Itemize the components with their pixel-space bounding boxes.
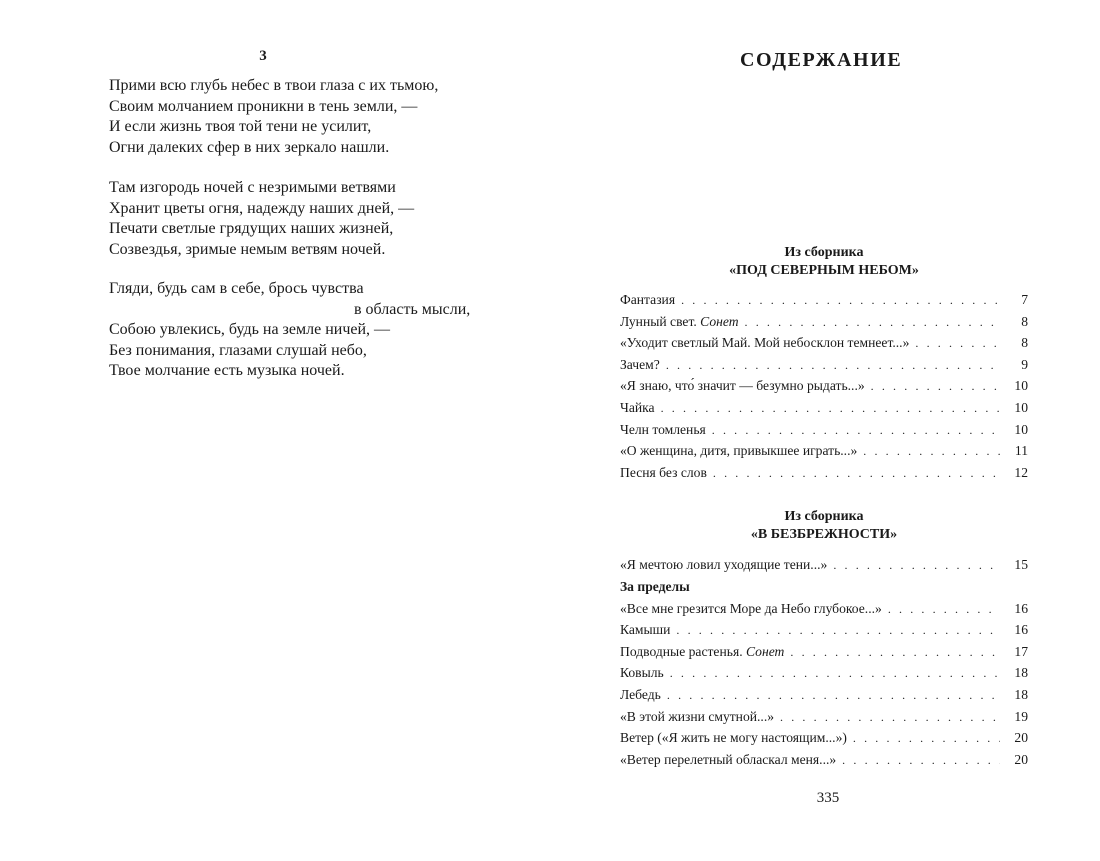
toc-entry-title: Лунный свет. Сонет — [620, 313, 739, 329]
toc-entry[interactable] — [620, 397, 1028, 419]
toc-entry-title: Ковыль — [620, 665, 664, 681]
toc-entry-page: 12 — [1014, 464, 1028, 480]
toc-entry-title: Лебедь — [620, 686, 661, 702]
dot-leader — [888, 599, 1000, 621]
toc-entry-page: 9 — [1021, 356, 1028, 372]
poem-line: Гляди, будь сам в себе, брось чувства — [109, 280, 364, 297]
toc-entry-page: 8 — [1021, 335, 1028, 351]
toc-entry[interactable] — [620, 598, 1028, 620]
toc-entry-page: 15 — [1014, 557, 1028, 572]
dot-leader — [676, 620, 1000, 642]
dot-leader — [713, 463, 1000, 485]
dot-leader — [871, 376, 1000, 398]
toc-entry[interactable] — [620, 332, 1028, 354]
collection-heading-2 — [620, 508, 1028, 544]
poem-line: Созвездья, зримые немым ветвям ночей. — [109, 240, 386, 258]
toc-entry-page: 16 — [1014, 622, 1028, 638]
toc-entry-title: «Ветер перелетный обласкал меня...» — [620, 751, 837, 767]
toc-list-2 — [620, 554, 1028, 770]
poem-line: Прими всю глубь небес в твои глаза с их тьмою, — [109, 77, 439, 94]
toc-entry-title: Камыши — [620, 622, 671, 638]
dot-leader — [745, 312, 1000, 334]
toc-entry[interactable] — [620, 289, 1028, 311]
dot-leader — [661, 398, 1000, 420]
dot-leader — [666, 355, 1000, 377]
dot-leader — [863, 441, 1000, 463]
toc-entry-page: 18 — [1014, 665, 1028, 681]
toc-entry[interactable] — [620, 440, 1028, 462]
toc-entry[interactable] — [620, 554, 1028, 576]
toc-entry-note: Сонет — [700, 313, 739, 329]
toc-entry[interactable] — [620, 727, 1028, 749]
dot-leader — [712, 420, 1000, 442]
stanza-1 — [109, 76, 529, 158]
dot-leader — [670, 663, 1000, 685]
toc-entry-page: 10 — [1014, 399, 1028, 415]
stanza-3 — [109, 279, 529, 382]
toc-entry-page: 7 — [1021, 292, 1028, 307]
poem-line: Собою увлекись, будь на земле ничей, — — [109, 321, 391, 338]
poem-line: Хранит цветы огня, надежду наших дней, — — [109, 199, 415, 217]
toc-entry-title: «О женщина, дитя, привыкшее играть...» — [620, 443, 858, 459]
toc-title: СОДЕРЖАНИЕ — [740, 49, 903, 71]
collection-heading-caption: Из сборника — [784, 509, 864, 524]
page-number: 335 — [816, 790, 840, 806]
poem-line: Огни далеких сфер в них зеркало нашли. — [109, 138, 390, 156]
poem-number: 3 — [259, 48, 267, 64]
toc-entry[interactable] — [620, 749, 1028, 771]
toc-entry-page: 10 — [1014, 378, 1028, 394]
toc-entry-page: 11 — [1014, 443, 1028, 459]
poem-line: Печати светлые грядущих наших жизней, — [109, 220, 394, 237]
toc-entry[interactable] — [620, 619, 1028, 641]
toc-entry[interactable] — [620, 375, 1028, 397]
toc-entry-note: Сонет — [746, 643, 785, 659]
dot-leader — [681, 290, 1000, 312]
toc-entry-title: «Я знаю, что́ значит — безумно рыдать...» — [620, 378, 865, 394]
toc-entry-title: Чайка — [620, 399, 655, 415]
poem-line-indented: в область мысли, — [354, 300, 471, 318]
dot-leader — [915, 333, 1000, 355]
toc-entry[interactable] — [620, 662, 1028, 684]
toc-entry-title: Фантазия — [620, 292, 676, 307]
toc-entry[interactable] — [620, 354, 1028, 376]
toc-entry-page: 17 — [1014, 643, 1028, 659]
poem-line: Без понимания, глазами слушай небо, — [109, 341, 367, 359]
toc-entry[interactable] — [620, 462, 1028, 484]
toc-entry-title: «Все мне грезится Море да Небо глубокое...» — [620, 600, 882, 616]
toc-entry[interactable] — [620, 311, 1028, 333]
toc-entry-page: 18 — [1014, 686, 1028, 702]
collection-heading-name: «ПОД СЕВЕРНЫМ НЕБОМ» — [729, 263, 919, 278]
toc-entry-title: «Уходит светлый Май. Мой небосклон темнеет...» — [620, 335, 910, 351]
stanza-2 — [109, 178, 529, 260]
toc-entry-page: 19 — [1014, 708, 1028, 724]
toc-entry-title: Челн томленья — [620, 421, 706, 437]
toc-list-1 — [620, 289, 1028, 483]
poem-line: Там изгородь ночей с незримыми ветвями — [109, 179, 396, 196]
toc-entry[interactable] — [620, 419, 1028, 441]
poem-line: И если жизнь твоя той тени не усилит, — [109, 118, 372, 135]
toc-entry-page: 8 — [1021, 313, 1028, 329]
collection-heading-caption: Из сборника — [784, 245, 864, 260]
collection-heading-name: «В БЕЗБРЕЖНОСТИ» — [750, 527, 898, 542]
dot-leader — [833, 555, 1000, 577]
toc-entry-title: «Я мечтою ловил уходящие тени...» — [620, 557, 828, 572]
toc-entry-page: 20 — [1014, 730, 1028, 746]
toc-entry-title: Зачем? — [620, 356, 660, 372]
toc-entry[interactable] — [620, 641, 1028, 663]
poem-line: Твое молчание есть музыка ночей. — [109, 362, 345, 379]
toc-entry-title: «В этой жизни смутной...» — [620, 708, 775, 724]
toc-entry-page: 10 — [1014, 421, 1028, 437]
toc-entry-title: Песня без слов — [620, 464, 707, 480]
dot-leader — [667, 685, 1000, 707]
collection-heading-1 — [620, 244, 1028, 280]
toc-entry-page: 20 — [1014, 751, 1028, 767]
toc-entry-title: Подводные растенья. Сонет — [620, 643, 785, 659]
toc-entry[interactable] — [620, 684, 1028, 706]
dot-leader — [842, 750, 1000, 772]
toc-entry-page: 16 — [1014, 600, 1028, 616]
poem-line: Своим молчанием проникни в тень земли, — — [109, 97, 418, 115]
dot-leader — [790, 642, 1000, 664]
toc-subsection-heading: За пределы — [620, 578, 690, 594]
toc-entry-title: Ветер («Я жить не могу настоящим...») — [620, 730, 847, 746]
dot-leader — [780, 707, 1000, 729]
toc-entry[interactable] — [620, 706, 1028, 728]
dot-leader — [853, 728, 1000, 750]
